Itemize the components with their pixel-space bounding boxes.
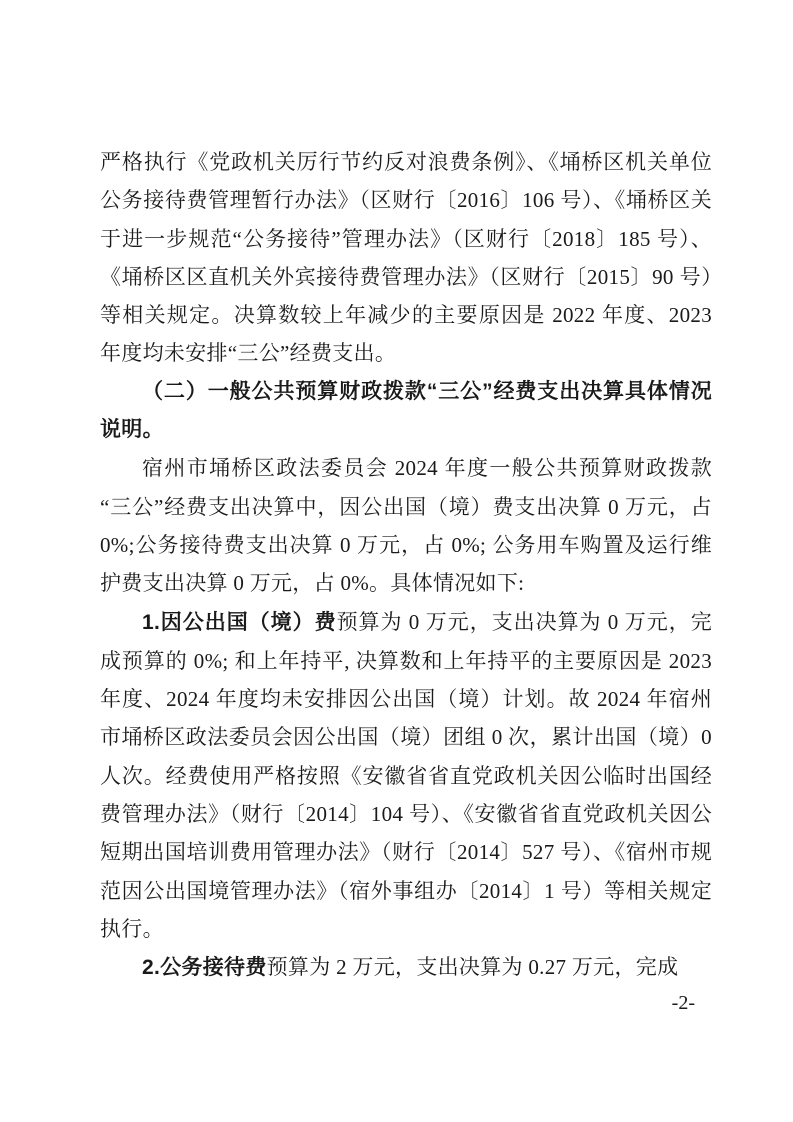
paragraph-item1 xyxy=(100,603,712,949)
item2-body: 预算为 2 万元，支出决算为 0.27 万元，完成 xyxy=(266,955,679,980)
paragraph-regulations: 严格执行《党政机关厉行节约反对浪费条例》、《埇桥区机关单位公务接待费管理暂行办法》（区财行〔2016〕106 号）、《埇桥区关于进一步规范“公务接待”管理办法》（区财行〔2018〕185 号）、《埇桥区区直机关外宾接待费管理办法》（区财行〔2015〕90 号）等相关规定。决算数较上年减少的主要原因是 2022 年度、2023 年度均未安排“三公”经费支出。 xyxy=(100,150,712,366)
document-body xyxy=(100,143,712,988)
page-number: -2- xyxy=(671,992,695,1014)
section-heading: （二）一般公共预算财政拨款“三公”经费支出决算具体情况说明。 xyxy=(100,379,712,442)
paragraph-item2 xyxy=(100,948,712,987)
paragraph-overview: 宿州市埇桥区政法委员会 2024 年度一般公共预算财政拨款“三公”经费支出决算中，因公出国（境）费支出决算 0 万元，占 0%;公务接待费支出决算 0 万元，占 0%; 公务用车购置及运行维护费支出决算 0 万元，占 0%。具体情况如下: xyxy=(100,456,712,596)
item1-body: 预算为 0 万元，支出决算为 0 万元，完成预算的 0%; 和上年持平, 决算数和上年持平的主要原因是 2023 年度、2024 年度均未安排因公出国（境）计划。故 2024 年宿州市埇桥区政法委员会因公出国（境）团组 0 次，累计出国（境）0 人次。经费使用严格按照《安徽省省直党政机关因公临时出国经费管理办法》（财行〔2014〕104 号）、《安徽省省直党政机关因公短期出国培训费用管理办法》（财行〔2014〕527 号）、《宿州市规范因公出国境管理办法》（宿外事组办〔2014〕1 号）等相关规定执行。 xyxy=(100,609,712,941)
item1-label: 1.因公出国（境）费 xyxy=(142,610,337,634)
item2-label: 2.公务接待费 xyxy=(142,956,267,980)
